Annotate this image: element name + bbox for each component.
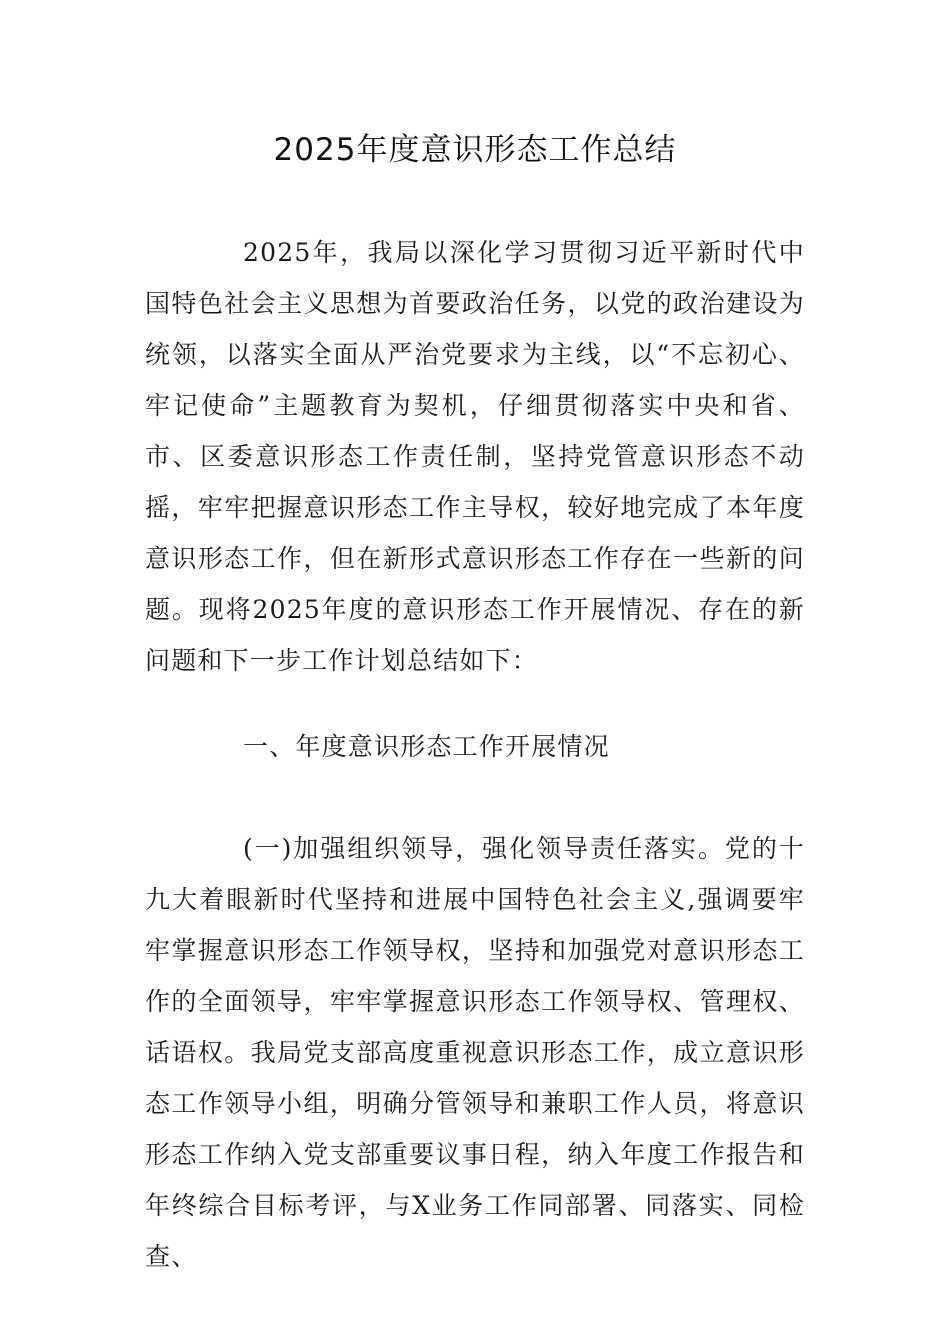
body-paragraph: (一)加强组织领导，强化领导责任落实。党的十九大着眼新时代坚持和进展中国特色社会主义,强调要牢牢掌握意识形态工作领导权，坚持和加强党对意识形态工作的全面领导，牢牢掌握意识形态工作领导权、管理权、话语权。我局党支部高度重视意识形态工作，成立意识形态工作领导小组，明确分管领导和兼职工作人员，将意识形态工作纳入党支部重要议事日程，纳入年度工作报告和年终综合目标考评，与X业务工作同部署、同落实、同检查、 xyxy=(145,834,805,1271)
intro-paragraph: 2025年，我局以深化学习贯彻习近平新时代中国特色社会主义思想为首要政治任务，以党的政治建设为统领，以落实全面从严治党要求为主线，以“不忘初心、牢记使命”主题教育为契机，仔细贯彻落实中央和省、市、区委意识形态工作责任制，坚持党管意识形态不动摇，牢牢把握意识形态工作主导权，较好地完成了本年度意识形态工作，但在新形式意识形态工作存在一些新的问题。现将2025年度的意识形态工作开展情况、存在的新问题和下一步工作计划总结如下： xyxy=(145,238,805,675)
section-heading: 一、年度意识形态工作开展情况 xyxy=(243,732,610,761)
document-title: 2025年度意识形态工作总结 xyxy=(273,132,677,168)
